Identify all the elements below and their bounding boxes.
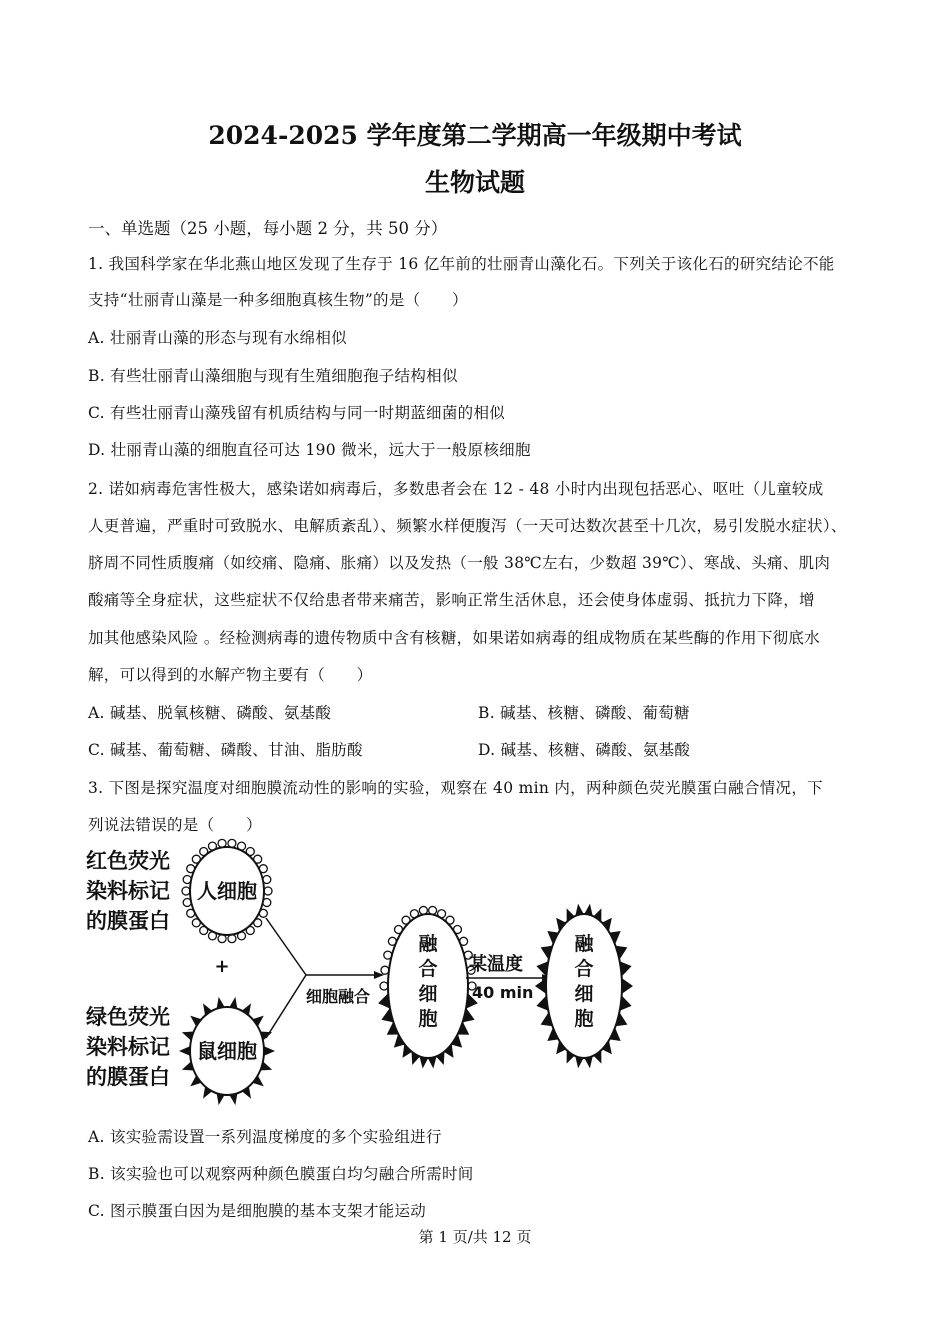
q2-option-a: A. 碱基、脱氧核糖、磷酸、氨基酸 xyxy=(88,704,332,722)
green-label-line: 的膜蛋白 xyxy=(86,1065,170,1089)
red-protein-bead xyxy=(264,887,272,895)
q3-option-b: B. 该实验也可以观察两种颜色膜蛋白均匀融合所需时间 xyxy=(88,1165,474,1183)
q2-option-c: C. 碱基、葡萄糖、磷酸、甘油、脂肪酸 xyxy=(88,741,363,759)
q1-stem-line: 支持“壮丽青山藻是一种多细胞真核生物”的是（ ） xyxy=(88,291,468,309)
q1-option-a: A. 壮丽青山藻的形态与现有水绵相似 xyxy=(88,329,347,347)
red-label-line: 的膜蛋白 xyxy=(86,909,170,933)
red-label-line: 红色荧光 xyxy=(86,849,170,873)
mixed-cell-char: 融 xyxy=(574,933,594,955)
q2-stem-line: 2. 诺如病毒危害性极大，感染诺如病毒后，多数患者会在 12 - 48 小时内出现包括恶心、呕吐（儿童较成 xyxy=(88,480,824,498)
green-protein-spike xyxy=(264,1046,275,1056)
red-protein-bead xyxy=(380,982,388,990)
q1-option-d: D. 壮丽青山藻的细胞直径可达 190 微米，远大于一般原核细胞 xyxy=(88,441,531,459)
exam-subtitle: 生物试题 xyxy=(424,168,525,197)
red-protein-bead xyxy=(182,887,190,895)
green-label-line: 染料标记 xyxy=(86,1035,170,1059)
mixed-cell-char: 胞 xyxy=(574,1008,594,1030)
q2-stem-line: 人更普遍，严重时可致脱水、电解质紊乱）、频繁水样便腹泻（一天可达数次甚至十几次，易引发脱水症状）、 xyxy=(88,517,847,535)
connector-line xyxy=(266,975,306,1038)
mixed-cell-char: 合 xyxy=(574,958,594,980)
time-label: 40 min xyxy=(472,983,534,1002)
mouse-cell-label: 鼠细胞 xyxy=(197,1039,257,1063)
q3-stem-line: 3. 下图是探究温度对细胞膜流动性的影响的实验，观察在 40 min 内，两种颜色荧光膜蛋白融合情况，下 xyxy=(88,779,823,797)
connector-line xyxy=(266,918,306,975)
cell-fusion-figure xyxy=(84,838,644,1116)
exam-title: 2024-2025 学年度第二学期高一年级期中考试 xyxy=(208,121,742,150)
q1-option-c: C. 有些壮丽青山藻残留有机质结构与同一时期蓝细菌的相似 xyxy=(88,404,506,422)
temperature-label: 某温度 xyxy=(469,954,523,975)
q3-stem-line: 列说法错误的是（ ） xyxy=(88,816,262,834)
fusion-arrow-label: 细胞融合 xyxy=(306,987,371,1006)
green-protein-spike xyxy=(179,1046,190,1056)
q2-stem-line: 脐周不同性质腹痛（如绞痛、隐痛、胀痛）以及发热（一般 38℃左右，少数超 39℃）、寒战、头痛、肌肉 xyxy=(88,554,831,572)
plus-sign: + xyxy=(214,956,230,977)
fused-cell-char: 融 xyxy=(418,933,438,955)
fused-cell-char: 合 xyxy=(418,958,438,980)
green-label-line: 绿色荧光 xyxy=(86,1005,170,1029)
page-footer: 第 1 页/共 12 页 xyxy=(418,1228,532,1246)
green-protein-spike xyxy=(622,978,633,994)
q1-option-b: B. 有些壮丽青山藻细胞与现有生殖细胞孢子结构相似 xyxy=(88,367,458,385)
q2-option-b: B. 碱基、核糖、磷酸、葡萄糖 xyxy=(478,704,690,722)
fused-cell-char: 胞 xyxy=(418,1008,438,1030)
section-heading: 一、单选题（25 小题，每小题 2 分，共 50 分） xyxy=(88,219,448,238)
fused-cell-char: 细 xyxy=(418,983,438,1005)
q2-stem-line: 加其他感染风险 。经检测病毒的遗传物质中含有核糖，如果诺如病毒的组成物质在某些酶的作用下彻底水 xyxy=(88,629,821,647)
mixed-cell-char: 细 xyxy=(574,983,594,1005)
q2-option-d: D. 碱基、核糖、磷酸、氨基酸 xyxy=(478,741,691,759)
q2-stem-line: 酸痛等全身症状，这些症状不仅给患者带来痛苦，影响正常生活休息，还会使身体虚弱、抵抗力下降，增 xyxy=(88,591,815,609)
human-cell-label: 人细胞 xyxy=(197,879,257,903)
q3-option-c: C. 图示膜蛋白因为是细胞膜的基本支架才能运动 xyxy=(88,1202,427,1220)
q1-stem-line: 1. 我国科学家在华北燕山地区发现了生存于 16 亿年前的壮丽青山藻化石。下列关于该化石的研究结论不能 xyxy=(88,255,835,273)
q2-stem-line: 解，可以得到的水解产物主要有（ ） xyxy=(88,666,373,684)
q3-option-a: A. 该实验需设置一系列温度梯度的多个实验组进行 xyxy=(88,1128,442,1146)
red-label-line: 染料标记 xyxy=(86,879,170,903)
